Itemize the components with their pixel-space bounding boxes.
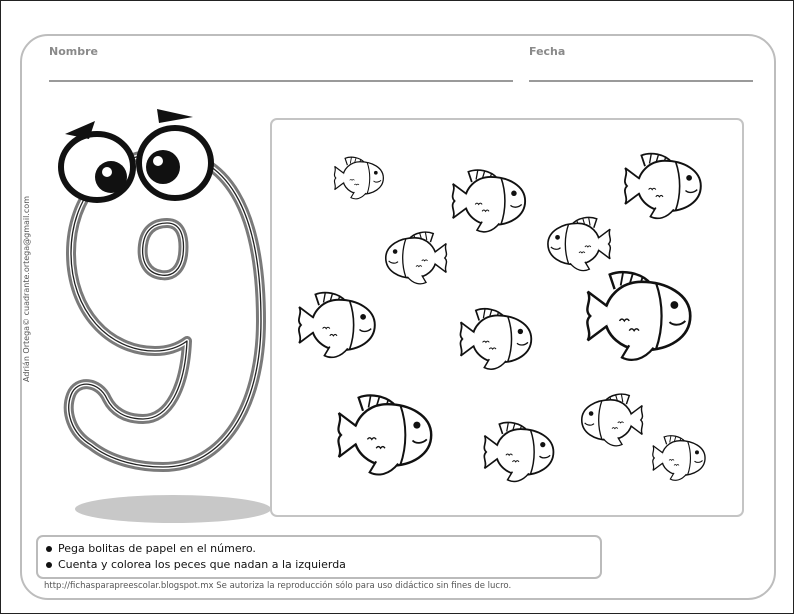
fish-icon[interactable]: [478, 410, 560, 494]
instruction-item: [46, 542, 256, 555]
fish-icon[interactable]: [578, 254, 700, 378]
bullet-icon: [46, 562, 52, 568]
fish-icon[interactable]: [380, 220, 452, 296]
name-field-line[interactable]: [49, 80, 513, 82]
fish-icon[interactable]: [330, 148, 388, 208]
right-eyebrow: [157, 109, 193, 123]
fish-icon[interactable]: [446, 156, 532, 246]
instruction-text: Pega bolitas de papel en el número.: [58, 542, 256, 555]
left-eye: [61, 134, 133, 200]
fish-icon[interactable]: [648, 426, 710, 490]
instruction-item: [46, 558, 346, 571]
instructions-box: [36, 535, 602, 579]
right-eye: [139, 128, 211, 198]
fish-icon[interactable]: [292, 278, 382, 372]
fish-icon[interactable]: [454, 296, 538, 382]
fish-icon[interactable]: [330, 378, 440, 492]
fish-icon[interactable]: [618, 140, 708, 232]
name-label: Nombre: [49, 45, 98, 58]
fish-icon[interactable]: [576, 382, 648, 458]
date-label: Fecha: [529, 45, 566, 58]
date-field-line[interactable]: [529, 80, 753, 82]
fish-counting-area: [270, 118, 744, 517]
footer-note: http://fichasparapreescolar.blogspot.mx Se autoriza la reproducción sólo para uso didáctico sin fines de lucro.: [44, 581, 512, 591]
bullet-icon: [46, 546, 52, 552]
instruction-text: Cuenta y colorea los peces que nadan a la izquierda: [58, 558, 346, 571]
figure-shadow: [75, 495, 270, 523]
number-nine-figure: [55, 105, 270, 525]
author-credit: Adrián Ortega© cuadrante.ortega@gmail.com: [22, 196, 31, 382]
